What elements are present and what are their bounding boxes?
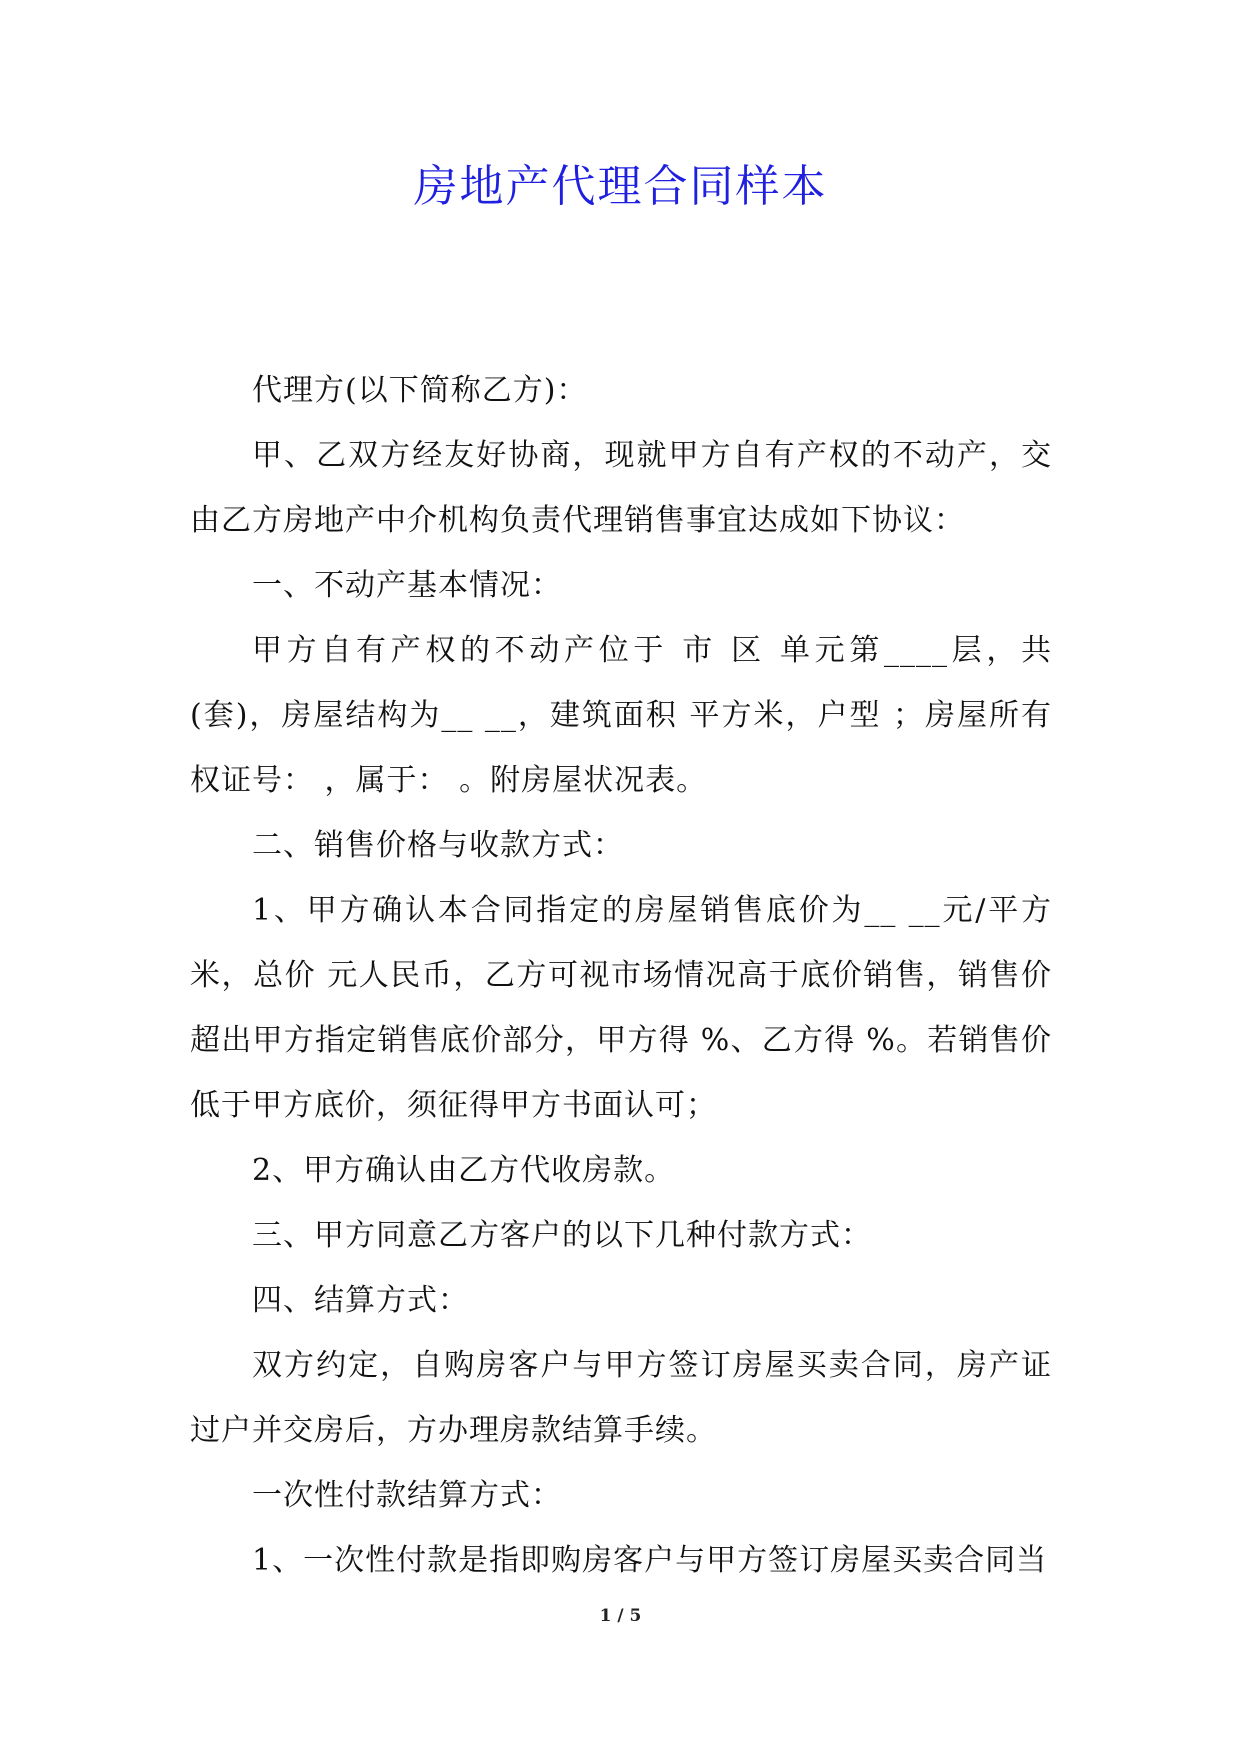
paragraph: 一、不动产基本情况： xyxy=(252,568,562,603)
paragraph: 四、结算方式： xyxy=(252,1283,469,1318)
paragraph: 一次性付款结算方式： xyxy=(252,1478,562,1513)
paragraph: 甲方自有产权的不动产位于 市 区 单元第____层，共(套)，房屋结构为__ __，建筑面积 平方米，户型 ；房屋所有权证号： ，属于： 。附房屋状况表。 xyxy=(190,633,1052,798)
page-number: 1 / 5 xyxy=(599,1606,642,1626)
paragraph: 代理方(以下简称乙方)： xyxy=(252,373,588,408)
paragraph: 三、甲方同意乙方客户的以下几种付款方式： xyxy=(252,1218,872,1253)
document-body xyxy=(190,358,1052,1593)
paragraph: 1、一次性付款是指即购房客户与甲方签订房屋买卖合同当 xyxy=(252,1543,1048,1578)
paragraph: 甲、乙双方经友好协商，现就甲方自有产权的不动产，交由乙方房地产中介机构负责代理销售事宜达成如下协议： xyxy=(190,438,1052,538)
page-title: 房地产代理合同样本 xyxy=(413,161,828,212)
paragraph: 2、甲方确认由乙方代收房款。 xyxy=(252,1153,676,1188)
paragraph: 双方约定，自购房客户与甲方签订房屋买卖合同，房产证过户并交房后，方办理房款结算手续。 xyxy=(190,1348,1052,1448)
paragraph: 1、甲方确认本合同指定的房屋销售底价为__ __元/平方米，总价 元人民币，乙方可视市场情况高于底价销售，销售价超出甲方指定销售底价部分，甲方得 %、乙方得 %。若销售价低于甲方底价，须征得甲方书面认可； xyxy=(190,893,1052,1123)
paragraph: 二、销售价格与收款方式： xyxy=(252,828,624,863)
